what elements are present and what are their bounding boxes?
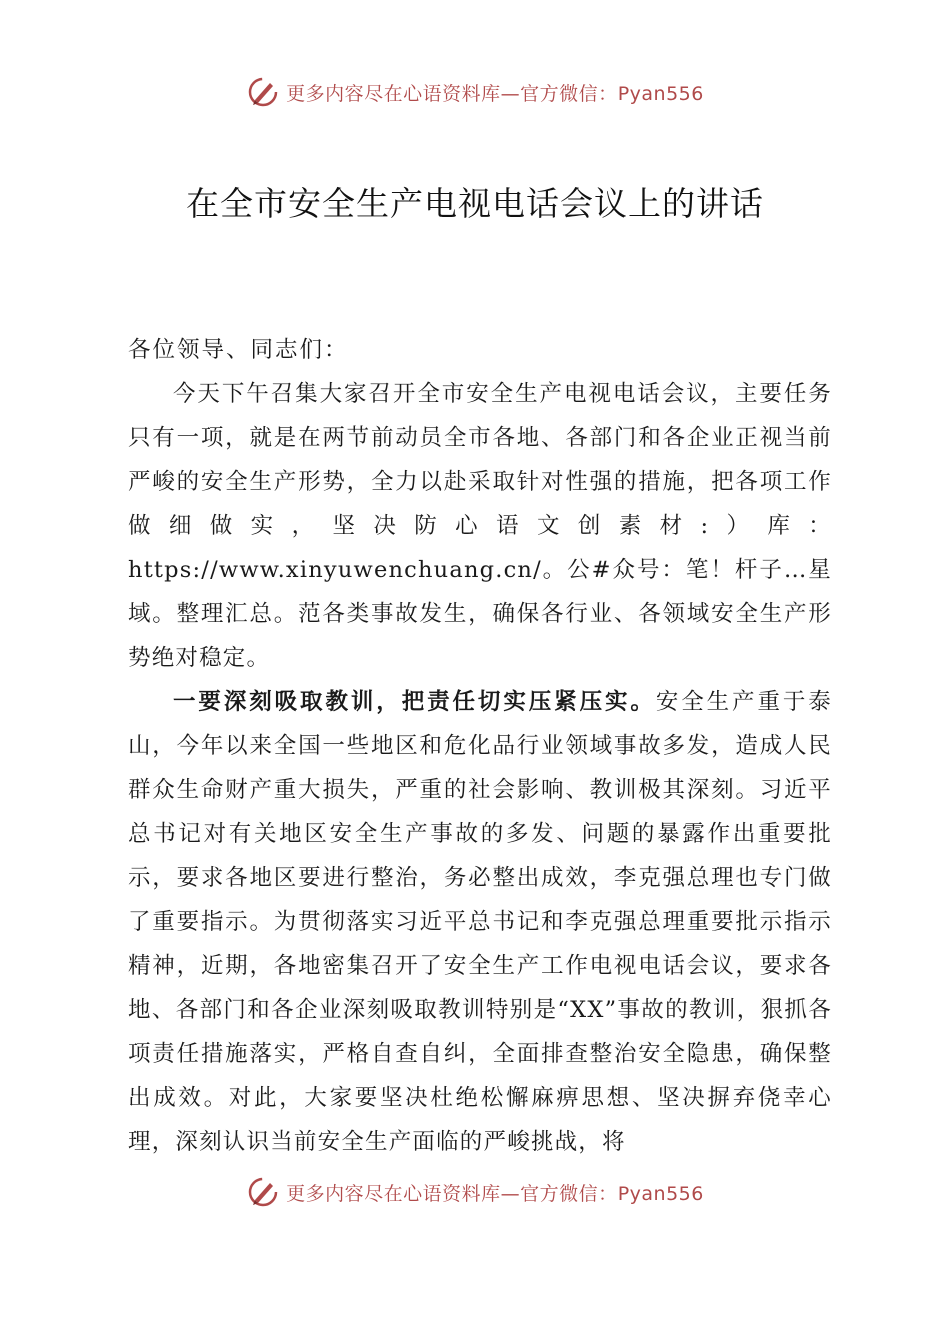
watermark-wechat-id: Pyan556 <box>617 82 704 105</box>
paragraph-2 <box>128 680 832 1164</box>
paragraph-2-body: 安全生产重于泰山，今年以来全国一些地区和危化品行业领域事故多发，造成人民群众生命财产重大损失，严重的社会影响、教训极其深刻。习近平总书记对有关地区安全生产事故的多发、问题的暴露作出重要批示，要求各地区要进行整治，务必整出成效，李克强总理也专门做了重要指示。为贯彻落实习近平总书记和李克强总理重要批示指示精神，近期，各地密集召开了安全生产工作电视电话会议，要求各地、各部门和各企业深刻吸取教训特别是“XX”事故的教训，狠抓各项责任措施落实，严格自查自纠，全面排查整治安全隐患，确保整出成效。对此，大家要坚决杜绝松懈麻痹思想、坚决摒弃侥幸心理，深刻认识当前安全生产面临的严峻挑战，将 <box>128 689 832 1155</box>
footer-watermark <box>0 1172 950 1212</box>
paragraph-2-heading: 一要深刻吸取教训，把责任切实压紧压实。 <box>173 689 656 715</box>
salutation: 各位领导、同志们： <box>128 337 349 363</box>
watermark-text <box>286 79 704 106</box>
watermark-text <box>286 1179 704 1206</box>
document-body <box>128 328 832 1164</box>
paragraph-1: 今天下午召集大家召开全市安全生产电视电话会议，主要任务只有一项，就是在两节前动员全市各地、各部门和各企业正视当前严峻的安全生产形势，全力以赴采取针对性强的措施，把各项工作做细做实，坚决防心语文创素材:）库：https://www.xinyuwenchuang.cn/。公#众号：笔！杆子…星域。整理汇总。范各类事故发生，确保各行业、各领域安全生产形势绝对稳定。 <box>128 381 832 671</box>
document-title: 在全市安全生产电视电话会议上的讲话 <box>186 184 764 223</box>
watermark-separator: — <box>500 82 521 105</box>
watermark-separator: — <box>500 1182 521 1205</box>
pen-logo-icon <box>246 75 280 109</box>
pen-logo-icon <box>246 1175 280 1209</box>
watermark-brand: 更多内容尽在心语资料库 <box>286 82 501 105</box>
watermark-brand: 更多内容尽在心语资料库 <box>286 1182 501 1205</box>
watermark-wechat-label: 官方微信： <box>520 82 618 105</box>
watermark-wechat-id: Pyan556 <box>617 1182 704 1205</box>
watermark-wechat-label: 官方微信： <box>520 1182 618 1205</box>
header-watermark <box>0 72 950 112</box>
